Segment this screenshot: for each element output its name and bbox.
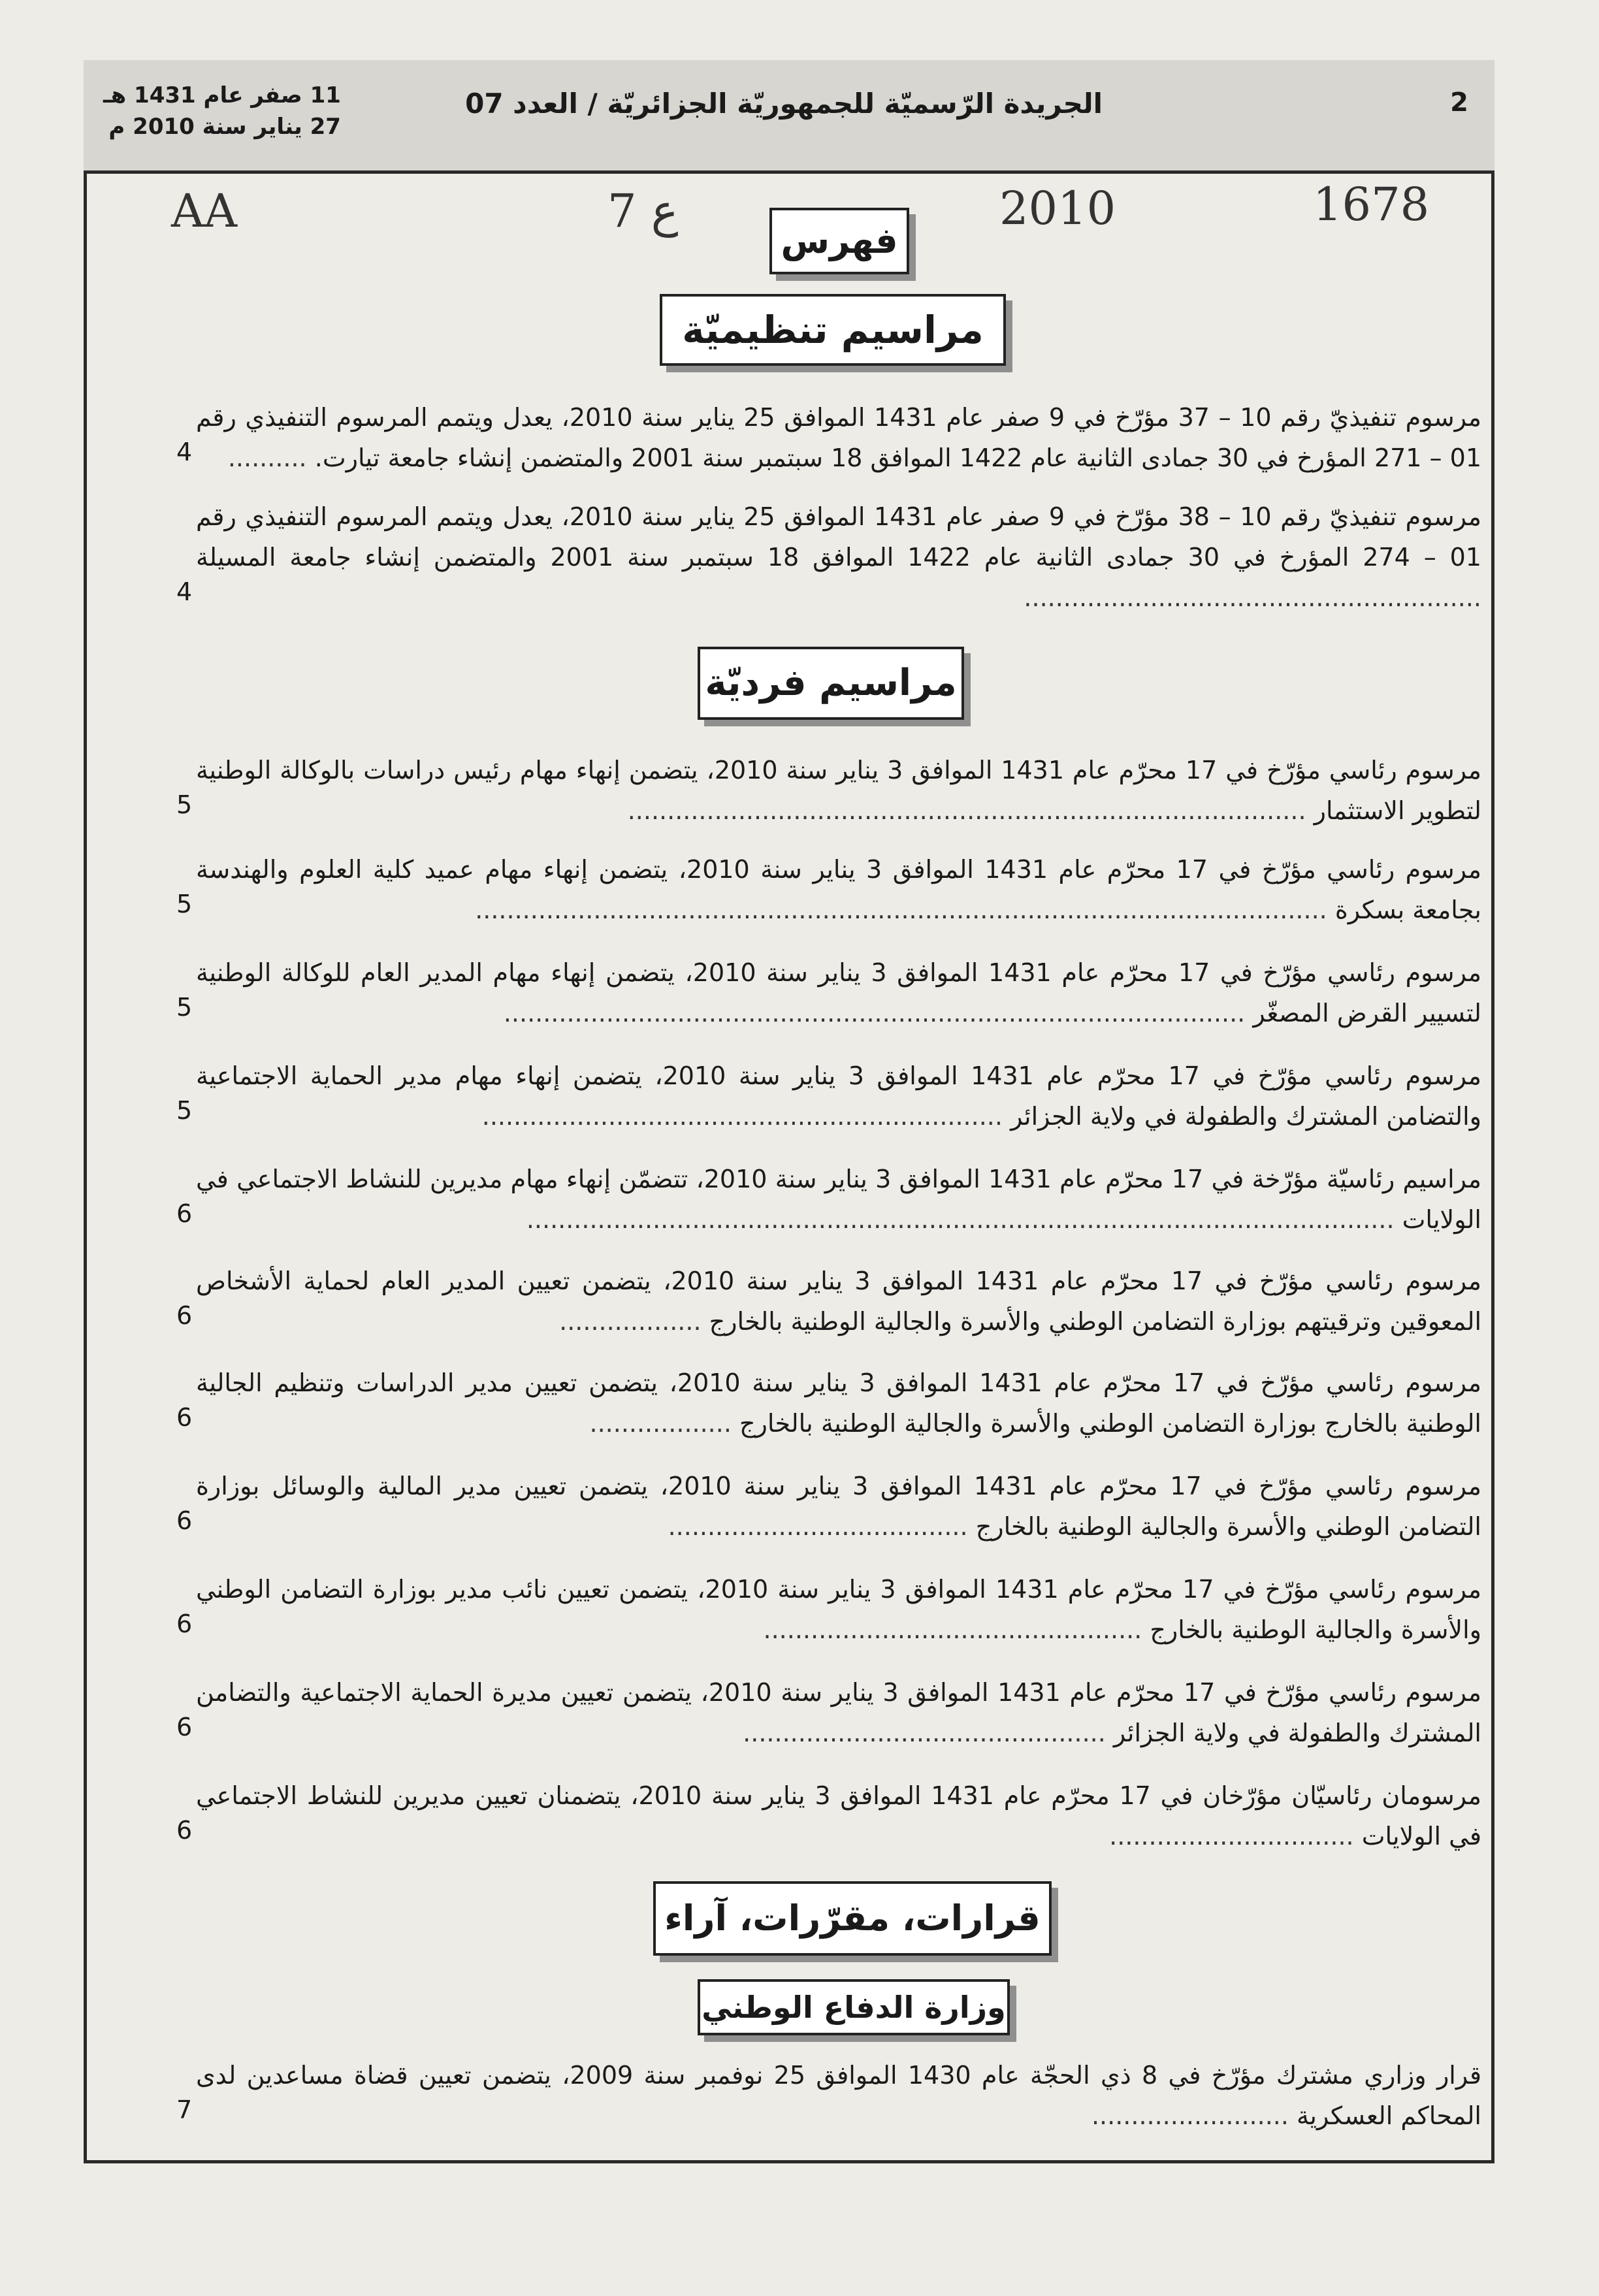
entry-page-number: 6 xyxy=(176,1301,193,1330)
entry-page-number: 6 xyxy=(176,1816,193,1845)
toc-entry: قرار وزاري مشترك مؤرّخ في 8 ذي الحجّة عام 1430 الموافق 25 نوفمبر سنة 2009، يتضمن تعيين قضاة مساعدين لدى المحاكم العسكرية ......................... xyxy=(196,2061,1481,2130)
date-gregorian: 27 يناير سنة 2010 م xyxy=(108,114,341,140)
entry-page-number: 7 xyxy=(176,2095,193,2124)
toc-entry: مراسيم رئاسيّة مؤرّخة في 17 محرّم عام 1431 الموافق 3 يناير سنة 2010، تتضمّن إنهاء مهام مديرين للنشاط الاجتماعي في الولايات .............................................................................................................. xyxy=(196,1165,1481,1234)
toc-entry: مرسوم رئاسي مؤرّخ في 17 محرّم عام 1431 الموافق 3 يناير سنة 2010، يتضمن إنهاء مهام رئيس دراسات بالوكالة الوطنية لتطوير الاستثمار ...................................................................................... xyxy=(196,756,1481,825)
entry-page-number: 4 xyxy=(176,438,193,466)
toc-entry: مرسوم رئاسي مؤرّخ في 17 محرّم عام 1431 الموافق 3 يناير سنة 2010، يتضمن تعيين المدير العام لحماية الأشخاص المعوقين وترقيتهم بوزارة التضامن الوطني والأسرة والجالية الوطنية بالخارج .................. xyxy=(196,1267,1482,1336)
entry-page-number: 5 xyxy=(176,890,193,918)
toc-entry: مرسوم رئاسي مؤرّخ في 17 محرّم عام 1431 الموافق 3 يناير سنة 2010، يتضمن تعيين نائب مدير بوزارة التضامن الوطني والأسرة والجالية الوطنية بالخارج ................................................ xyxy=(196,1575,1481,1644)
handwritten-mark: AA xyxy=(171,184,238,238)
toc-entry: مرسوم رئاسي مؤرّخ في 17 محرّم عام 1431 الموافق 3 يناير سنة 2010، يتضمن إنهاء مهام المدير العام للوكالة الوطنية لتسيير القرض المصغّر .............................................................................................. xyxy=(196,958,1481,1027)
toc-entry: مرسوم رئاسي مؤرّخ في 17 محرّم عام 1431 الموافق 3 يناير سنة 2010، يتضمن تعيين مديرة الحماية الاجتماعية والتضامن المشترك والطفولة في ولاية الجزائر .............................................. xyxy=(196,1678,1482,1747)
entry-page-number: 6 xyxy=(176,1403,193,1432)
toc-entry: مرسوم رئاسي مؤرّخ في 17 محرّم عام 1431 الموافق 3 يناير سنة 2010، يتضمن تعيين مدير المالية والوسائل بوزارة التضامن الوطني والأسرة والجالية الوطنية بالخارج ...................................... xyxy=(196,1472,1482,1541)
date-hijri: 11 صفر عام 1431 هـ xyxy=(103,82,341,108)
page-header xyxy=(84,60,1494,174)
toc-entry: مرسوم تنفيذيّ رقم 10 – 38 مؤرّخ في 9 صفر عام 1431 الموافق 25 يناير سنة 2010، يعدل ويتمم المرسوم التنفيذي رقم 01 – 274 المؤرخ في 30 جمادى الثانية عام 1422 الموافق 18 سبتمبر سنة 2001 والمتضمن إنشاء جامعة المسيلة .......................................................... xyxy=(196,502,1481,612)
entry-page-number: 5 xyxy=(176,790,193,819)
entry-page-number: 5 xyxy=(176,993,193,1022)
section-decisions: قرارات، مقرّرات، آراء xyxy=(653,1881,1052,1956)
entry-page-number: 6 xyxy=(176,1713,193,1741)
gazette-title: الجريدة الرّسميّة للجمهوريّة الجزائريّة / العدد 07 xyxy=(465,88,1103,120)
entry-page-number: 6 xyxy=(176,1199,193,1228)
issue-date xyxy=(103,80,341,142)
entry-page-number: 5 xyxy=(176,1096,193,1125)
toc-entry: مرسوم تنفيذيّ رقم 10 – 37 مؤرّخ في 9 صفر عام 1431 الموافق 25 يناير سنة 2010، يعدل ويتمم المرسوم التنفيذي رقم 01 – 271 المؤرخ في 30 جمادى الثانية عام 1422 الموافق 18 سبتمبر سنة 2001 والمتضمن إنشاء جامعة تيارت. .......... xyxy=(196,403,1481,472)
index-title: فهرس xyxy=(769,208,909,274)
entry-page-number: 6 xyxy=(176,1506,193,1535)
toc-entry: مرسومان رئاسيّان مؤرّخان في 17 محرّم عام 1431 الموافق 3 يناير سنة 2010، يتضمنان تعيين مديرين للنشاط الاجتماعي في الولايات ............................... xyxy=(196,1781,1481,1851)
toc-entry: مرسوم رئاسي مؤرّخ في 17 محرّم عام 1431 الموافق 3 يناير سنة 2010، يتضمن إنهاء مهام عميد كلية العلوم والهندسة بجامعة بسكرة ............................................................................................................ xyxy=(196,855,1481,924)
page-number: 2 xyxy=(1450,88,1468,118)
section-regulatory-decrees: مراسيم تنظيميّة xyxy=(660,294,1006,366)
handwritten-number: 1678 xyxy=(1313,178,1430,231)
handwritten-year: 2010 xyxy=(999,182,1116,235)
toc-entry: مرسوم رئاسي مؤرّخ في 17 محرّم عام 1431 الموافق 3 يناير سنة 2010، يتضمن إنهاء مهام مدير الحماية الاجتماعية والتضامن المشترك والطفولة في ولاية الجزائر .................................................................. xyxy=(196,1061,1481,1131)
handwritten-code: 7 ع xyxy=(607,184,679,238)
entry-page-number: 4 xyxy=(176,577,193,606)
toc-entry: مرسوم رئاسي مؤرّخ في 17 محرّم عام 1431 الموافق 3 يناير سنة 2010، يتضمن تعيين مدير الدراسات وتنظيم الجالية الوطنية بالخارج بوزارة التضامن الوطني والأسرة والجالية الوطنية بالخارج .................. xyxy=(196,1368,1481,1438)
entry-page-number: 6 xyxy=(176,1609,193,1638)
section-individual-decrees: مراسيم فرديّة xyxy=(698,647,964,720)
section-ministry-defense: وزارة الدفاع الوطني xyxy=(698,1979,1010,2035)
